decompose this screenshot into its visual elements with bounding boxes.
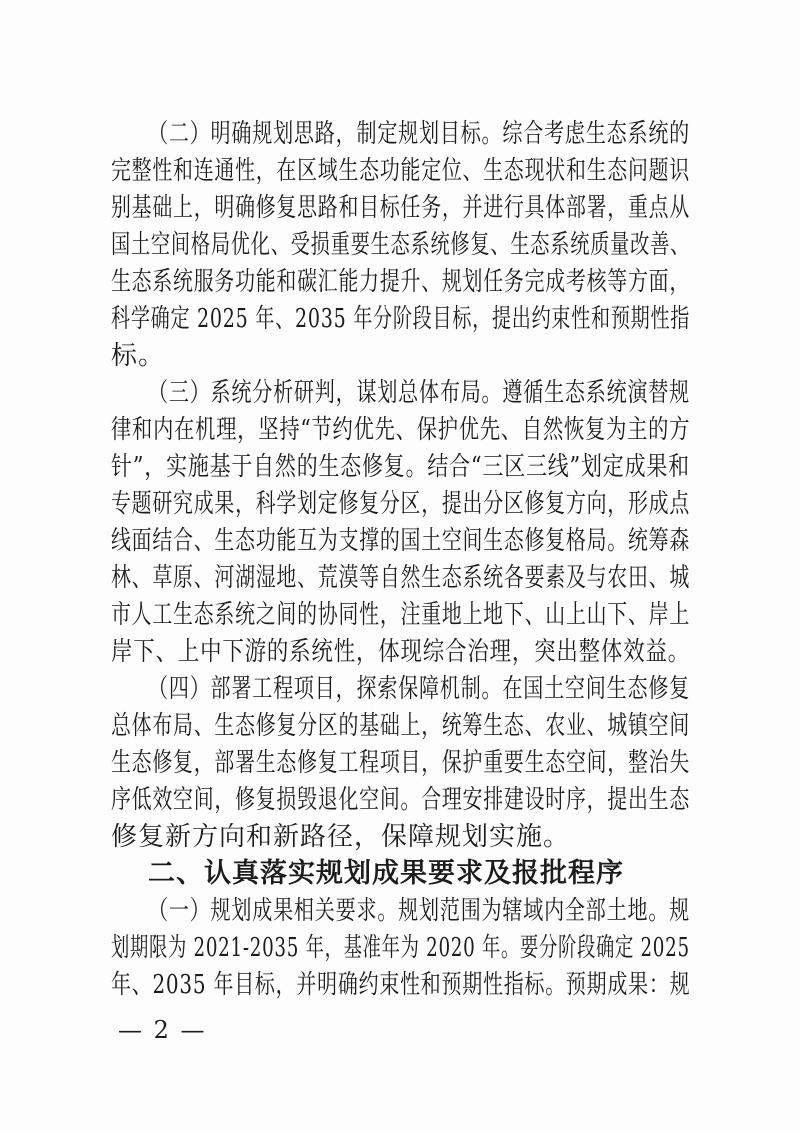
section-heading: 二、认真落实规划成果要求及报批程序 (148, 858, 624, 889)
page-number: — 2 — (118, 1016, 207, 1044)
paragraph-3-line-3: 针”，实施基于自然的生态修复。结合“三区三线”划定成果和 (111, 452, 690, 482)
paragraph-5-line-3: 年、2035 年目标，并明确约束性和预期性指标。预期成果：规 (111, 970, 691, 1000)
paragraph-3-line-5: 线面结合、生态功能互为支撑的国土空间生态修复格局。统筹森 (111, 526, 691, 556)
paragraph-2-line-2: 完整性和连通性，在区域生态功能定位、生态现状和生态问题识 (111, 156, 691, 186)
paragraph-2-line-1: （二）明确规划思路，制定规划目标。综合考虑生态系统的 (148, 119, 691, 149)
paragraph-3-line-1: （三）系统分析研判，谋划总体布局。遵循生态系统演替规 (148, 378, 691, 408)
paragraph-4-line-5: 修复新方向和新路径，保障规划实施。 (111, 822, 571, 852)
paragraph-4-line-4: 序低效空间，修复损毁退化空间。合理安排建设时序，提出生态 (111, 785, 691, 815)
paragraph-3-line-4: 专题研究成果，科学划定修复分区，提出分区修复方向，形成点 (111, 489, 691, 519)
paragraph-5-line-1: （一）规划成果相关要求。规划范围为辖域内全部土地。规 (148, 896, 691, 926)
paragraph-2-line-3: 别基础上，明确修复思路和目标任务，并进行具体部署，重点从 (111, 193, 691, 223)
paragraph-2-line-7: 标。 (111, 341, 166, 371)
paragraph-3-line-2: 律和内在机理，坚持“节约优先、保护优先、自然恢复为主的方 (111, 415, 691, 445)
paragraph-3-line-6: 林、草原、河湖湿地、荒漠等自然生态系统各要素及与农田、城 (111, 563, 691, 593)
paragraph-3-line-7: 市人工生态系统之间的协同性，注重地上地下、山上山下、岸上 (111, 600, 691, 630)
paragraph-2-line-5: 生态系统服务功能和碳汇能力提升、规划任务完成考核等方面， (111, 267, 691, 297)
paragraph-2-line-4: 国土空间格局优化、受损重要生态系统修复、生态系统质量改善、 (111, 230, 691, 260)
paragraph-4-line-2: 总体布局、生态修复分区的基础上，统筹生态、农业、城镇空间 (111, 711, 691, 741)
paragraph-4-line-3: 生态修复，部署生态修复工程项目，保护重要生态空间，整治失 (111, 748, 691, 778)
paragraph-5-line-2: 划期限为 2021-2035 年，基准年为 2020 年。要分阶段确定 2025 (111, 933, 690, 963)
paragraph-2-line-6: 科学确定 2025 年、2035 年分阶段目标，提出约束性和预期性指 (111, 304, 691, 334)
paragraph-4-line-1: （四）部署工程项目，探索保障机制。在国土空间生态修复 (148, 674, 691, 704)
paragraph-3-line-8: 岸下、上中下游的系统性，体现综合治理，突出整体效益。 (111, 637, 691, 667)
